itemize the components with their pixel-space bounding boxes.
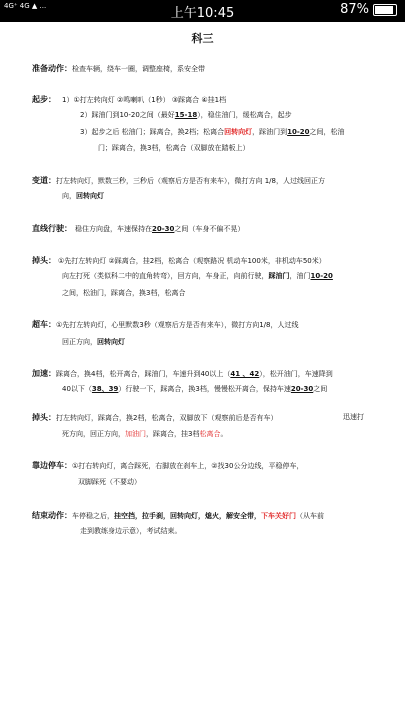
text: 之间（车身不偏不晃） bbox=[174, 225, 245, 233]
text: 41 、42 bbox=[230, 370, 260, 378]
text: 15-18 bbox=[174, 111, 198, 119]
text: 踩离合，换4档，松开离合，踩油门，车速升到40以上（ bbox=[56, 370, 231, 378]
line: 打左转向灯，默数三秒，三秒后（观察后方是否有来车），微打方向 1/8，人过线回正方 bbox=[56, 177, 325, 185]
text: 20-30 bbox=[152, 225, 175, 233]
text: 车停稳之后， bbox=[72, 512, 114, 520]
section-heading: 起步： bbox=[32, 95, 56, 104]
text: 稳住方向盘，车速保持在 bbox=[75, 225, 152, 233]
text: 回转向灯 bbox=[76, 192, 104, 200]
section-heading: 掉头： bbox=[32, 413, 56, 422]
text: 10-20 bbox=[310, 272, 333, 280]
text: 回转向灯 bbox=[224, 128, 253, 136]
section-park bbox=[32, 459, 303, 473]
text: ），稳住油门，缓松离合，起步 bbox=[197, 111, 292, 119]
text: 向， bbox=[62, 192, 76, 200]
line: ①先打左转向灯 ②踩离合，挂2档，松离合（观察路况 机动车100米，非机动车50米） bbox=[58, 257, 326, 265]
section-uturn bbox=[32, 254, 326, 268]
section-heading: 结束动作： bbox=[32, 511, 72, 520]
text: ，踩油门到 bbox=[252, 128, 288, 136]
section-end bbox=[32, 509, 324, 523]
text: ），松开油门，车速降到 bbox=[259, 370, 333, 378]
text: 向左打死（类似科二中的直角转弯），回方向，车身正，向前行驶， bbox=[62, 272, 269, 280]
line: 打左转向灯，踩离合，换2档，松离合，双脚放下（观察前后是否有车） bbox=[56, 414, 278, 422]
text: 下车关好门 bbox=[261, 512, 296, 520]
text: 2）踩油门到10-20之间（最好 bbox=[80, 111, 175, 119]
section-uturn-2 bbox=[32, 411, 277, 425]
text: ，踩离合，挂3档 bbox=[146, 430, 200, 438]
park-line-2: 双脚踩死（不要动） bbox=[78, 478, 141, 486]
section-heading: 直线行驶： bbox=[32, 224, 72, 233]
battery-percent: 87% bbox=[340, 2, 369, 17]
page-title: 科三 bbox=[191, 32, 214, 45]
section-heading: 超车： bbox=[32, 320, 56, 329]
section-straight bbox=[32, 222, 244, 236]
start-line-2 bbox=[80, 109, 292, 122]
line: 1）①打左转向灯 ②鸣喇叭（1秒） ③踩离合 ④挂1档 bbox=[62, 96, 227, 104]
status-bar bbox=[0, 0, 405, 22]
uturn2-tail: 迅速打 bbox=[343, 413, 364, 421]
clock: 上午10:45 bbox=[170, 6, 235, 21]
lane-line-2 bbox=[62, 190, 104, 203]
section-start bbox=[32, 93, 226, 107]
text: 死方向，回正方向， bbox=[62, 430, 125, 438]
battery-icon bbox=[373, 4, 397, 16]
battery-area bbox=[340, 2, 397, 17]
text: ，油门 bbox=[289, 272, 311, 280]
text: 10-20 bbox=[287, 128, 310, 136]
text: 之间，松油 bbox=[309, 128, 345, 136]
section-heading: 靠边停车： bbox=[32, 461, 72, 470]
section-heading: 变道： bbox=[32, 176, 56, 185]
section-overtake bbox=[32, 318, 299, 332]
section-heading: 准备动作： bbox=[32, 64, 72, 73]
section-heading: 掉头： bbox=[32, 256, 56, 265]
start-line-3 bbox=[80, 126, 345, 139]
text: 20-30 bbox=[290, 385, 314, 393]
uturn2-line-2 bbox=[62, 428, 227, 441]
text: 回转向灯 bbox=[97, 338, 125, 346]
line: ①先打左转向灯，心里默数3秒（观察后方是否有来车），微打方向1/8，人过线 bbox=[56, 321, 299, 329]
start-line-4: 门；踩离合，换3档，松离合（双脚放在踏板上） bbox=[98, 144, 250, 152]
text: （从车前 bbox=[296, 512, 324, 520]
section-heading: 加速： bbox=[32, 369, 56, 378]
text: 38、39 bbox=[91, 385, 119, 393]
end-line-2: 走到教练身边示意），考试结束。 bbox=[80, 527, 182, 535]
signal-indicators: 4G⁺ 4G ▲ ... bbox=[4, 2, 47, 10]
section-prep bbox=[32, 62, 205, 76]
text: 回正方向， bbox=[62, 338, 97, 346]
section-lane-change bbox=[32, 174, 325, 188]
text: ）行驶一下，踩离合，换3档，慢慢松开离合，保持车速 bbox=[118, 385, 291, 393]
line: ①打右转向灯，离合踩死，右脚放在刹车上，②找30公分边线，平稳停车， bbox=[72, 462, 304, 470]
uturn-line-3: 之间，松油门，踩离合，换3档，松离合 bbox=[62, 289, 186, 297]
text: 踩油门 bbox=[268, 272, 290, 280]
text: 。 bbox=[220, 430, 228, 438]
uturn-line-2 bbox=[62, 270, 333, 283]
accelerate-line-2 bbox=[62, 383, 327, 396]
text: 40以下（ bbox=[62, 385, 92, 393]
section-accelerate bbox=[32, 367, 333, 381]
overtake-line-2 bbox=[62, 336, 125, 349]
text: 加油门 bbox=[125, 430, 146, 438]
text: 3）起步之后 松油门；踩离合，换2档；松离合 bbox=[80, 128, 225, 136]
text: 挂空挡，拉手刹，回转向灯，熄火，解安全带， bbox=[114, 512, 261, 520]
text: 松离合 bbox=[199, 430, 221, 438]
text: 之间 bbox=[313, 385, 328, 393]
section-text: 检查车辆，绕车一圈，调整座椅，系安全带 bbox=[72, 65, 205, 73]
